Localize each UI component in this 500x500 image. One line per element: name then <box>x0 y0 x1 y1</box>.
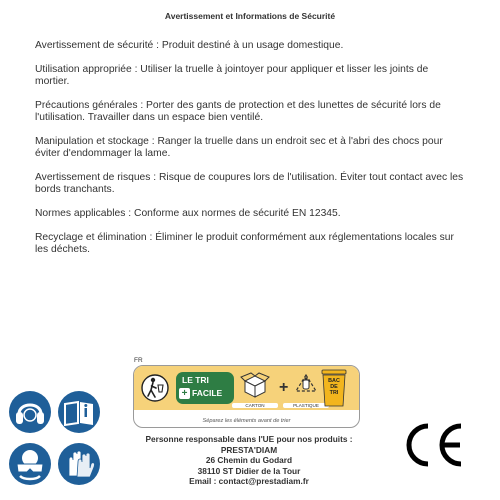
badge-plus-icon: + <box>179 388 190 399</box>
responsible-line1: Personne responsable dans l'UE pour nos produits : <box>145 434 353 444</box>
ear-protection-icon <box>8 390 52 434</box>
items-plus-sign: + <box>279 379 289 396</box>
plastique-caption: PLASTIQUE <box>283 403 329 408</box>
responsible-city: 38110 ST Didier de la Tour <box>197 465 301 476</box>
carton-caption: CARTON <box>232 403 278 408</box>
le-tri-facile-badge <box>176 372 234 404</box>
plastique-item <box>289 371 323 407</box>
paragraph-usage-warning: Avertissement de sécurité : Produit destiné à un usage domestique. <box>35 40 344 51</box>
recycling-country-code: FR <box>134 357 143 364</box>
badge-line1: LE TRI <box>182 375 209 385</box>
paragraph-risk-warning: Avertissement de risques : Risque de coupures lors de l'utilisation. Éviter tout contact avec les bords tranchants. <box>35 172 464 195</box>
responsible-street: 26 Chemin du Godard <box>205 455 293 465</box>
page-title: Avertissement et Informations de Sécurité <box>164 11 336 21</box>
paragraph-general-precautions: Précautions générales : Porter des gants de protection et des lunettes de sécurité lors de l'utilisation. Travailler dans un espace bien ventilé. <box>35 100 441 123</box>
paragraph-appropriate-use: Utilisation appropriée : Utiliser la truelle à jointoyer pour appliquer et lisser les joints de mortier. <box>35 64 429 87</box>
recycling-label <box>133 365 360 428</box>
badge-line2: FACILE <box>192 388 223 398</box>
bin-label-line3: TRI <box>329 390 339 396</box>
recycling-bin-icon <box>320 369 348 409</box>
responsible-company: PRESTA'DIAM <box>220 444 278 455</box>
plastic-bottle-icon <box>291 371 321 399</box>
bin-label-line2: DE <box>330 384 338 390</box>
safety-content <box>35 40 465 268</box>
paragraph-handling-storage: Manipulation et stockage : Ranger la truelle dans un endroit sec et à l'abri des chocs pour éviter d'endommager la lame. <box>35 136 443 159</box>
responsible-person-block <box>120 434 378 487</box>
eye-protection-icon <box>8 442 52 486</box>
gloves-icon <box>57 442 101 486</box>
carton-box-icon <box>240 371 270 399</box>
carton-item <box>238 371 272 407</box>
read-manual-icon <box>57 390 101 434</box>
paragraph-standards: Normes applicables : Conforme aux normes de sécurité EN 12345. <box>35 208 341 219</box>
bin-label <box>325 378 343 396</box>
separate-elements-text: Séparez les éléments avant de trier <box>202 418 291 424</box>
paragraph-recycling: Recyclage et élimination : Éliminer le produit conformément aux réglementations locales sur les déchets. <box>35 232 454 255</box>
responsible-email: Email : contact@prestadiam.fr <box>189 476 309 486</box>
bin-label-line1: BAC <box>328 378 340 384</box>
triman-icon <box>140 372 170 409</box>
ce-mark-icon <box>397 420 467 475</box>
